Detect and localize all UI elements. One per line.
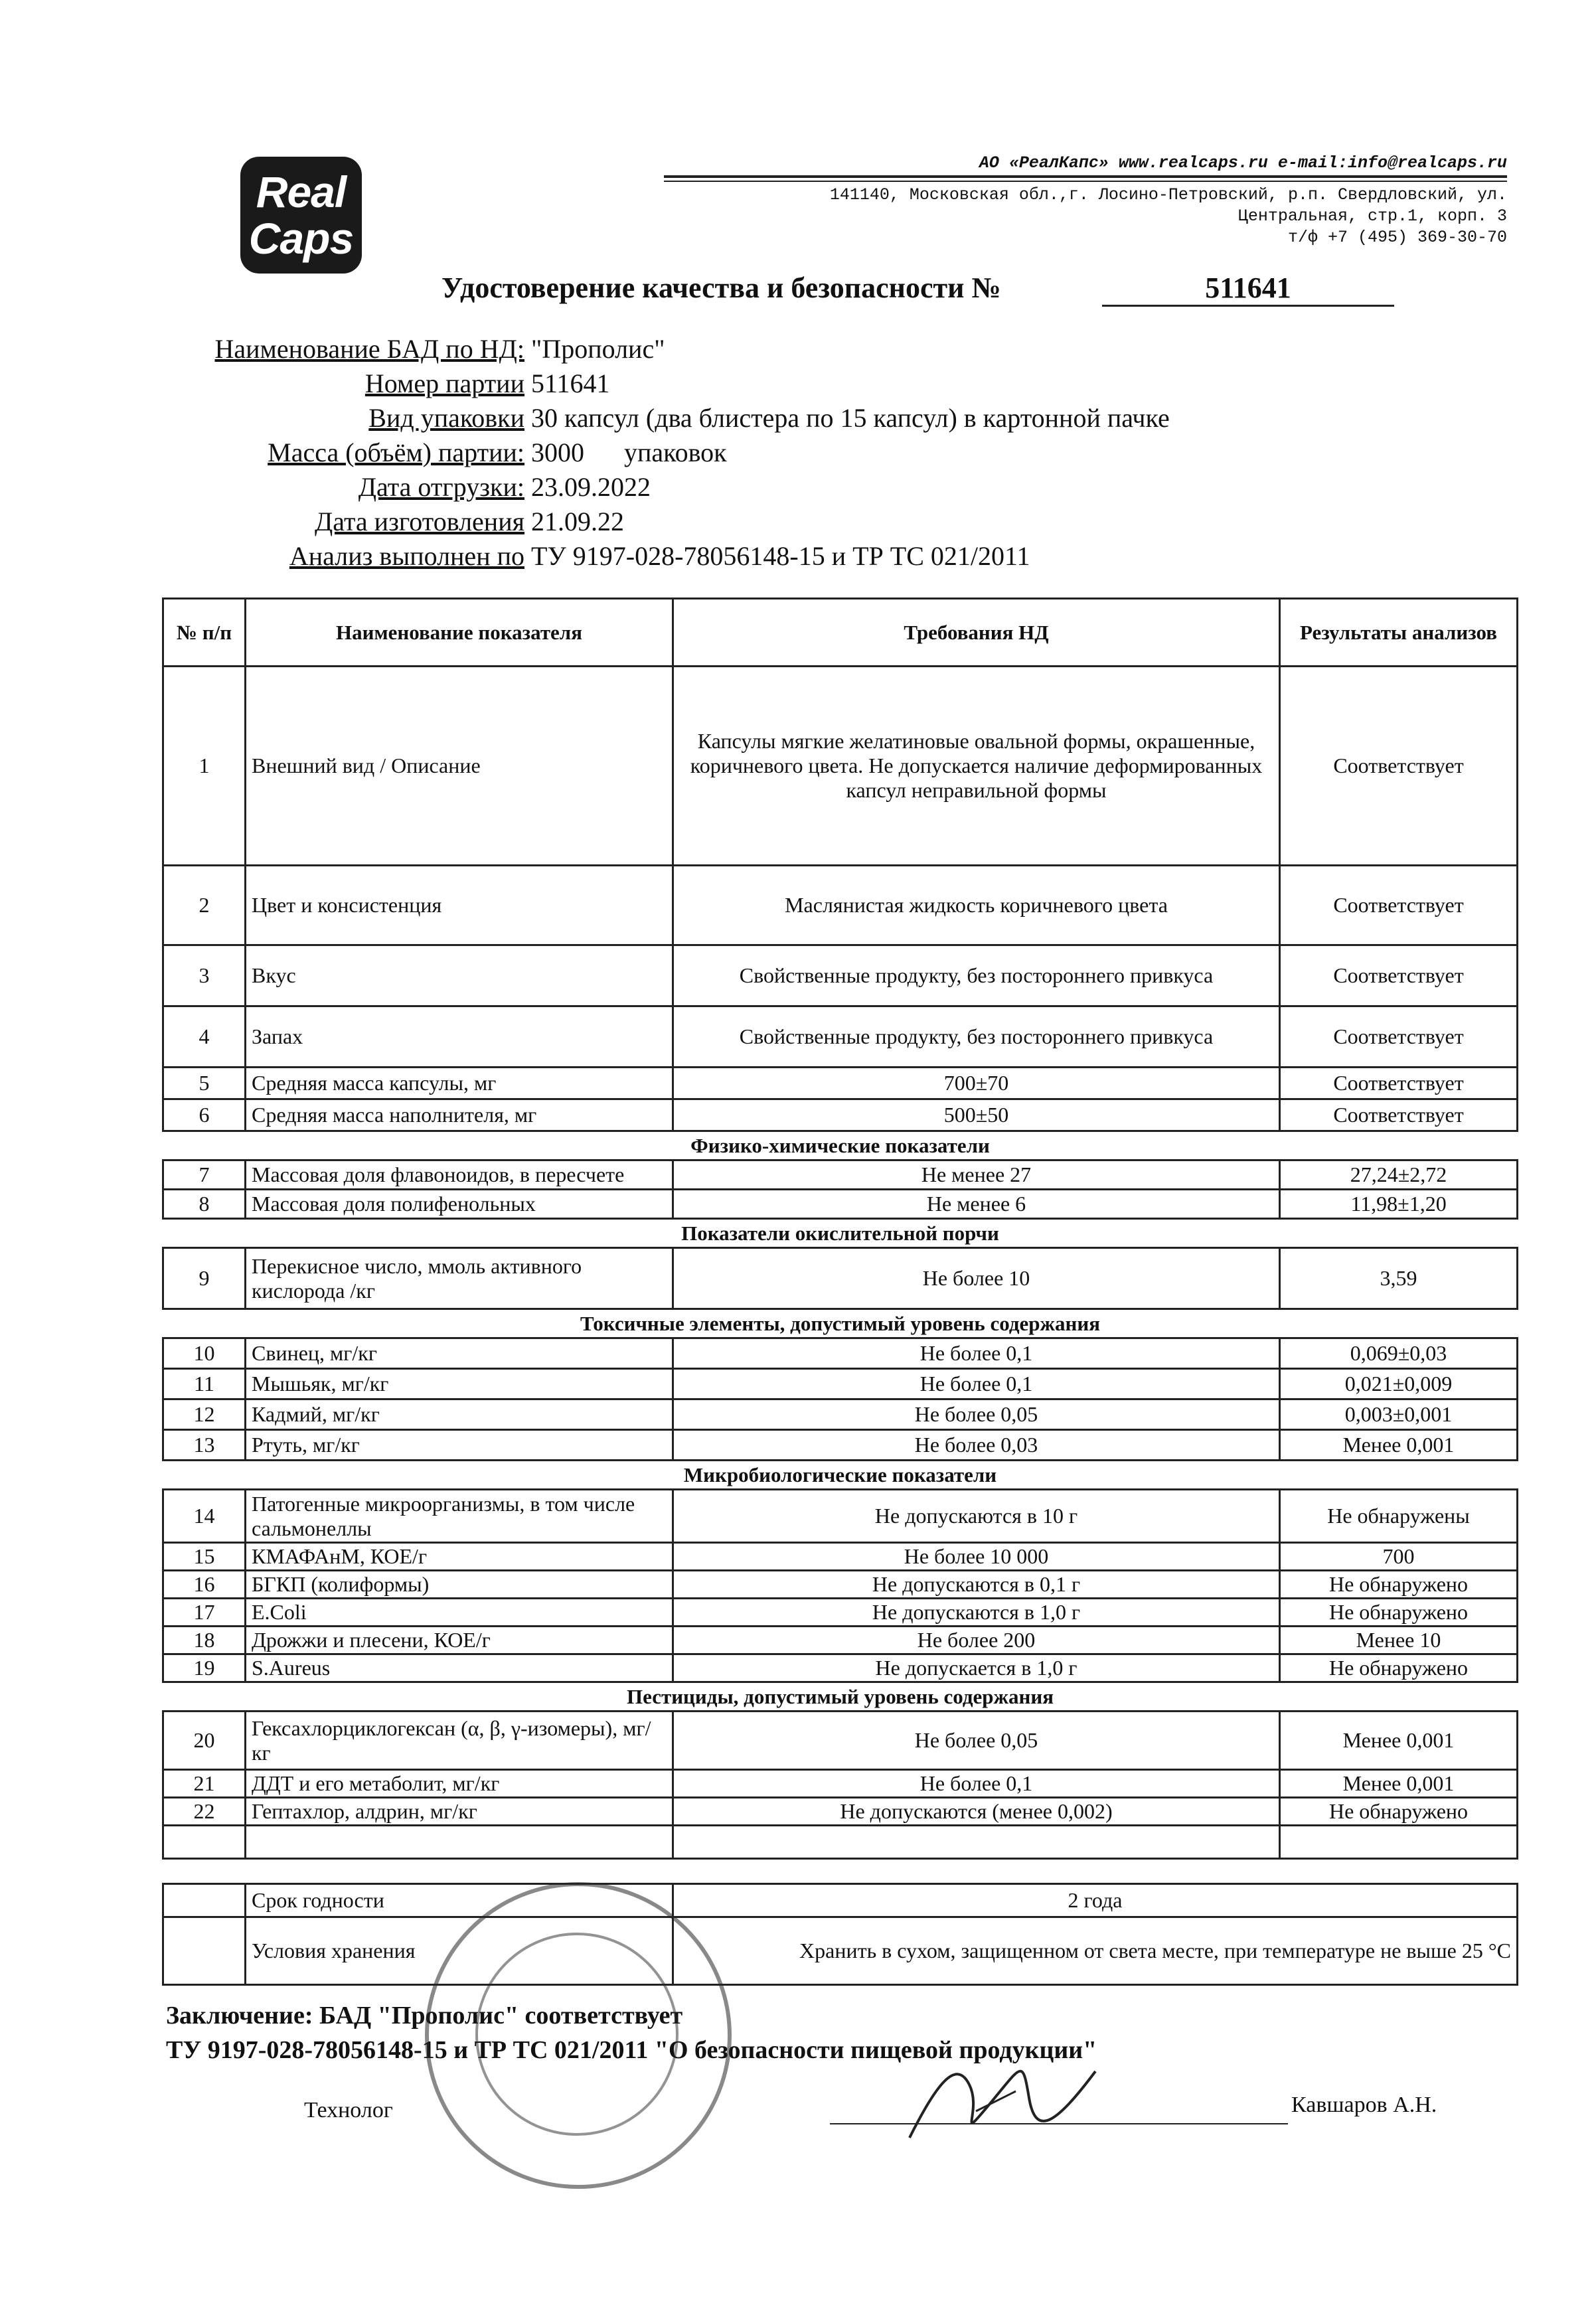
table-row — [163, 1599, 1518, 1627]
row-requirement: Не допускаются в 0,1 г — [673, 1571, 1280, 1599]
signature — [896, 2045, 1109, 2151]
row-indicator: Ртуть, мг/кг — [246, 1430, 673, 1461]
row-number: 9 — [163, 1248, 246, 1309]
table-row — [163, 1248, 1518, 1309]
row-requirement: Капсулы мягкие желатиновые овальной формы, окрашенные, коричневого цвета. Не допускается наличие деформированных капсул неправильной формы — [673, 667, 1280, 866]
row-requirement — [673, 1826, 1280, 1859]
table-row — [163, 1571, 1518, 1599]
header-requirements: Требования НД — [673, 599, 1280, 667]
table-header-row — [163, 599, 1518, 667]
table-row — [163, 945, 1518, 1006]
row-result: 11,98±1,20 — [1280, 1190, 1518, 1219]
row-result: Соответствует — [1280, 1006, 1518, 1068]
row-requirement: Не менее 6 — [673, 1190, 1280, 1219]
row-result: Менее 0,001 — [1280, 1712, 1518, 1770]
field-label: Номер партии — [364, 368, 524, 398]
row-result: Не обнаружено — [1280, 1571, 1518, 1599]
row-result: 0,021±0,009 — [1280, 1369, 1518, 1399]
header-indicator: Наименование показателя — [246, 599, 673, 667]
field-label: Вид упаковки — [368, 403, 524, 433]
section-header-row — [163, 1309, 1518, 1338]
section-title: Физико-химические показатели — [163, 1131, 1518, 1160]
table-row — [163, 1338, 1518, 1369]
row-requirement: Не более 0,1 — [673, 1369, 1280, 1399]
row-indicator: Свинец, мг/кг — [246, 1338, 673, 1369]
company-seal — [425, 1882, 732, 2189]
signer-name: Кавшаров А.Н. — [1291, 2093, 1437, 2117]
section-header-row — [163, 1131, 1518, 1160]
row-result — [1280, 1826, 1518, 1859]
table-row — [163, 866, 1518, 945]
row-result: Не обнаружено — [1280, 1798, 1518, 1826]
row-result: Не обнаружено — [1280, 1654, 1518, 1682]
row-requirement: Не более 10 000 — [673, 1543, 1280, 1571]
row-result: 0,003±0,001 — [1280, 1399, 1518, 1430]
header-number: № п/п — [163, 599, 246, 667]
row-result: 700 — [1280, 1543, 1518, 1571]
header-results: Результаты анализов — [1280, 599, 1518, 667]
row-indicator: Кадмий, мг/кг — [246, 1399, 673, 1430]
row-number: 4 — [163, 1006, 246, 1068]
row-indicator: Перекисное число, ммоль активного кислорода /кг — [246, 1248, 673, 1309]
signer-role: Технолог — [304, 2098, 393, 2122]
row-result: Соответствует — [1280, 945, 1518, 1006]
row-number: 17 — [163, 1599, 246, 1627]
row-result: 3,59 — [1280, 1248, 1518, 1309]
row-number: 22 — [163, 1798, 246, 1826]
table-row — [163, 1798, 1518, 1826]
row-number: 6 — [163, 1099, 246, 1131]
row-indicator: Внешний вид / Описание — [246, 667, 673, 866]
row-result: Соответствует — [1280, 1068, 1518, 1099]
field-value: 21.09.22 — [531, 507, 624, 536]
table-row — [163, 1160, 1518, 1190]
section-title: Показатели окислительной порчи — [163, 1219, 1518, 1248]
row-indicator: Дрожжи и плесени, КОЕ/г — [246, 1627, 673, 1654]
shelf-life-label: Срок годности — [246, 1884, 673, 1917]
company-logo — [240, 157, 362, 274]
table-row — [163, 1712, 1518, 1770]
row-requirement: Не более 10 — [673, 1248, 1280, 1309]
row-number: 10 — [163, 1338, 246, 1369]
row-indicator: Массовая доля флавоноидов, в пересчете — [246, 1160, 673, 1190]
row-number: 11 — [163, 1369, 246, 1399]
table-row — [163, 1190, 1518, 1219]
row-indicator — [246, 1826, 673, 1859]
section-title: Пестициды, допустимый уровень содержания — [163, 1682, 1518, 1712]
seal-inner-ring — [475, 1933, 678, 2136]
row-indicator: Патогенные микроорганизмы, в том числе сальмонеллы — [246, 1490, 673, 1543]
row-requirement: Не более 0,03 — [673, 1430, 1280, 1461]
row-number: 19 — [163, 1654, 246, 1682]
field-label: Наименование БАД по НД: — [214, 334, 524, 364]
row-result: Не обнаружено — [1280, 1599, 1518, 1627]
row-result: 27,24±2,72 — [1280, 1160, 1518, 1190]
row-indicator: БГКП (колиформы) — [246, 1571, 673, 1599]
logo-line-1: Real — [256, 167, 347, 216]
row-indicator: Вкус — [246, 945, 673, 1006]
row-requirement: Не более 0,05 — [673, 1399, 1280, 1430]
row-result: 0,069±0,03 — [1280, 1338, 1518, 1369]
field-value: 511641 — [531, 368, 610, 398]
field-label: Анализ выполнен по — [289, 541, 524, 571]
row-requirement: Свойственные продукту, без постороннего привкуса — [673, 945, 1280, 1006]
row-requirement: Не допускается в 1,0 г — [673, 1654, 1280, 1682]
row-number — [163, 1826, 246, 1859]
storage-table — [162, 1883, 1518, 1986]
results-table — [162, 598, 1518, 1860]
table-row — [163, 1068, 1518, 1099]
row-number: 8 — [163, 1190, 246, 1219]
address-line-1: 141140, Московская обл.,г. Лосино-Петровский, р.п. Свердловский, ул. — [829, 185, 1507, 204]
table-row — [163, 1006, 1518, 1068]
document-title: Удостоверение качества и безопасности № — [441, 272, 1001, 304]
phone-line: т/ф +7 (495) 369-30-70 — [1287, 228, 1507, 247]
table-row — [163, 667, 1518, 866]
section-title: Микробиологические показатели — [163, 1461, 1518, 1490]
row-number: 13 — [163, 1430, 246, 1461]
logo-line-2: Caps — [248, 214, 354, 263]
row-number: 15 — [163, 1543, 246, 1571]
row-requirement: Не менее 27 — [673, 1160, 1280, 1190]
row-requirement: Свойственные продукту, без постороннего привкуса — [673, 1006, 1280, 1068]
row-number: 21 — [163, 1770, 246, 1798]
row-result: Соответствует — [1280, 667, 1518, 866]
field-value: "Прополис" — [531, 334, 665, 364]
section-header-row — [163, 1461, 1518, 1490]
row-requirement: Не более 0,05 — [673, 1712, 1280, 1770]
table-row — [163, 1627, 1518, 1654]
section-header-row — [163, 1219, 1518, 1248]
row-result: Менее 0,001 — [1280, 1430, 1518, 1461]
row-indicator: КМАФАнМ, КОЕ/г — [246, 1543, 673, 1571]
row-indicator: Средняя масса наполнителя, мг — [246, 1099, 673, 1131]
row-requirement: Не более 0,1 — [673, 1338, 1280, 1369]
row-number: 12 — [163, 1399, 246, 1430]
row-requirement: 500±50 — [673, 1099, 1280, 1131]
row-indicator: Цвет и консистенция — [246, 866, 673, 945]
row-requirement: 700±70 — [673, 1068, 1280, 1099]
row-requirement: Не допускаются в 1,0 г — [673, 1599, 1280, 1627]
header-rule — [664, 175, 1507, 182]
table-row — [163, 1399, 1518, 1430]
table-row — [163, 1099, 1518, 1131]
company-line: АО «РеалКапс» www.realcaps.ru e-mail:info@realcaps.ru — [979, 153, 1507, 173]
row-result: Не обнаружены — [1280, 1490, 1518, 1543]
field-value: 30 капсул (два блистера по 15 капсул) в картонной пачке — [531, 403, 1170, 433]
row-indicator: Мышьяк, мг/кг — [246, 1369, 673, 1399]
row-result: Менее 10 — [1280, 1627, 1518, 1654]
row-indicator: Гептахлор, алдрин, мг/кг — [246, 1798, 673, 1826]
row-indicator: Массовая доля полифенольных — [246, 1190, 673, 1219]
table-row — [163, 1490, 1518, 1543]
row-requirement: Не более 0,1 — [673, 1770, 1280, 1798]
row-number: 1 — [163, 667, 246, 866]
table-row — [163, 1826, 1518, 1859]
field-label: Дата отгрузки: — [358, 472, 524, 502]
table-row — [163, 1654, 1518, 1682]
row-indicator: S.Aureus — [246, 1654, 673, 1682]
row-indicator: Средняя масса капсулы, мг — [246, 1068, 673, 1099]
section-title: Токсичные элементы, допустимый уровень содержания — [163, 1309, 1518, 1338]
conclusion-line-1: Заключение: БАД "Прополис" соответствует — [166, 2002, 683, 2030]
row-number: 20 — [163, 1712, 246, 1770]
section-header-row — [163, 1682, 1518, 1712]
row-number: 16 — [163, 1571, 246, 1599]
shelf-life-value: 2 года — [673, 1884, 1518, 1917]
table-row — [163, 1430, 1518, 1461]
field-value: 23.09.2022 — [531, 472, 651, 502]
row-number: 3 — [163, 945, 246, 1006]
field-label: Масса (объём) партии: — [268, 438, 524, 467]
table-row — [163, 1770, 1518, 1798]
row-requirement: Не допускаются в 10 г — [673, 1490, 1280, 1543]
shelf-life-row — [163, 1884, 1518, 1917]
row-indicator: ДДТ и его метаболит, мг/кг — [246, 1770, 673, 1798]
signature-line — [830, 2123, 1288, 2124]
row-indicator: Запах — [246, 1006, 673, 1068]
row-requirement: Маслянистая жидкость коричневого цвета — [673, 866, 1280, 945]
row-indicator: Гексахлорциклогексан (α, β, γ-изомеры), мг/кг — [246, 1712, 673, 1770]
row-number: 5 — [163, 1068, 246, 1099]
row-number: 7 — [163, 1160, 246, 1190]
table-row — [163, 1543, 1518, 1571]
storage-conditions-row — [163, 1917, 1518, 1985]
field-label: Дата изготовления — [314, 507, 524, 536]
row-requirement: Не допускаются (менее 0,002) — [673, 1798, 1280, 1826]
conclusion-line-2: ТУ 9197-028-78056148-15 и ТР ТС 021/2011 "О безопасности пищевой продукции" — [166, 2036, 1097, 2064]
row-result: Соответствует — [1280, 1099, 1518, 1131]
storage-conditions-label: Условия хранения — [246, 1917, 673, 1985]
row-result: Менее 0,001 — [1280, 1770, 1518, 1798]
field-value: ТУ 9197-028-78056148-15 и ТР ТС 021/2011 — [531, 541, 1030, 571]
row-number: 14 — [163, 1490, 246, 1543]
address-line-2: Центральная, стр.1, корп. 3 — [1237, 206, 1507, 226]
row-requirement: Не более 200 — [673, 1627, 1280, 1654]
field-value: 3000 упаковок — [531, 438, 727, 467]
table-row — [163, 1369, 1518, 1399]
row-number: 18 — [163, 1627, 246, 1654]
storage-conditions-value: Хранить в сухом, защищенном от света месте, при температуре не выше 25 °С — [673, 1917, 1518, 1985]
certificate-number: 511641 — [1102, 271, 1394, 307]
row-result: Соответствует — [1280, 866, 1518, 945]
row-indicator: E.Coli — [246, 1599, 673, 1627]
company-header — [664, 153, 1507, 248]
row-number: 2 — [163, 866, 246, 945]
